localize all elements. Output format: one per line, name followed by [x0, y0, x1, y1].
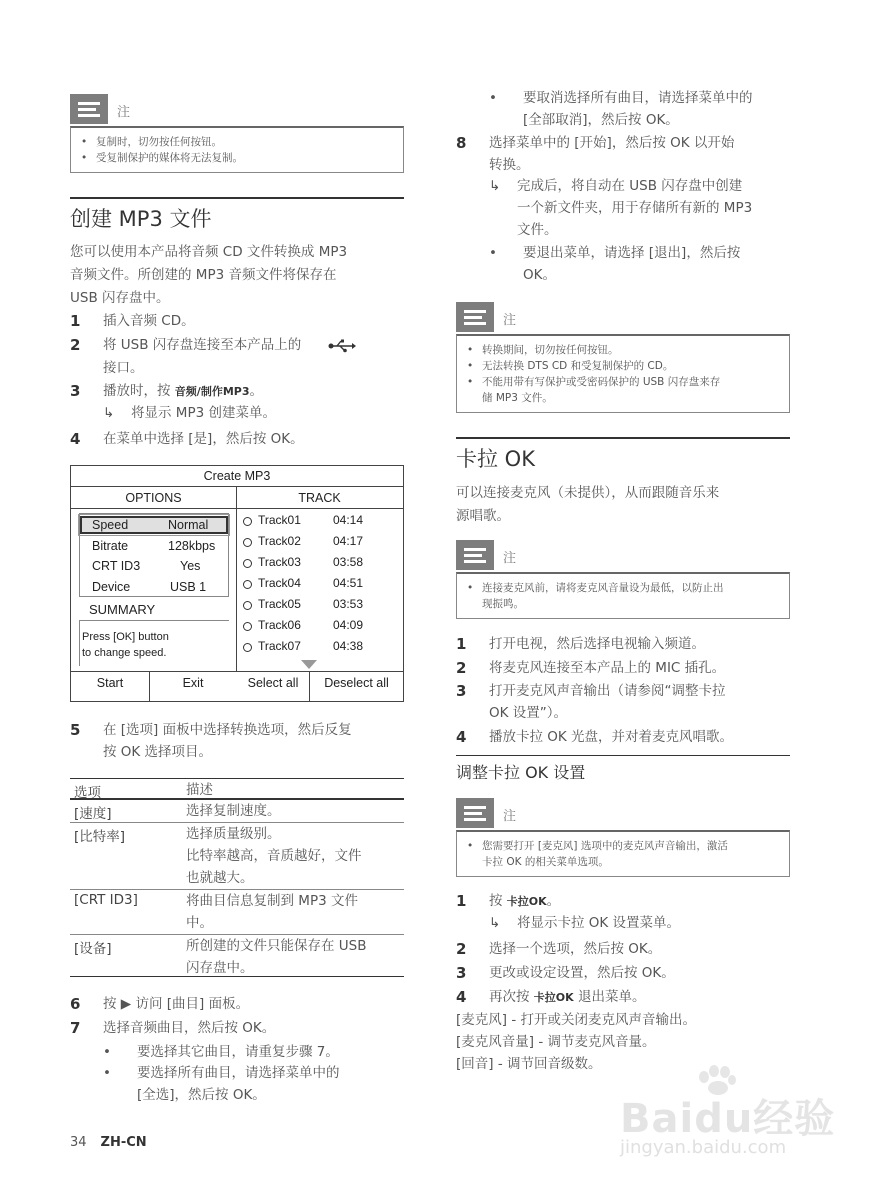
section-rule	[456, 437, 790, 439]
bullet-dot: •	[489, 90, 497, 106]
value-line: 闪存盘中。	[186, 960, 254, 976]
result-text: 文件。	[517, 222, 558, 238]
step-number: 4	[456, 728, 467, 746]
step-result	[489, 175, 809, 241]
step-text: 将 USB 闪存盘连接至本产品上的	[103, 337, 302, 353]
track-time: 04:14	[333, 513, 364, 527]
bullet-text: [全选]，然后按 OK。	[137, 1087, 266, 1103]
page-number: 34	[70, 1135, 87, 1150]
note-item	[467, 374, 779, 406]
note-icon	[70, 94, 108, 124]
deselect-all-button[interactable]: Deselect all	[324, 676, 389, 690]
key-label: 卡拉OK	[506, 895, 547, 908]
page-footer	[70, 1135, 147, 1150]
summary-text	[82, 629, 169, 661]
track-item[interactable]	[241, 555, 401, 573]
result-text: 将显示卡拉 OK 设置菜单。	[517, 915, 681, 931]
exit-button[interactable]: Exit	[182, 676, 204, 690]
note-line: • 您需要打开 [麦克风] 选项中的麦克风声音输出，激活	[482, 840, 728, 852]
track-radio-icon	[243, 643, 252, 652]
table-cell-value	[186, 890, 358, 934]
table-row	[70, 800, 404, 823]
key-label: 音频/制作MP3	[174, 385, 250, 398]
bullet-text: 要取消选择所有曲目，请选择菜单中的	[523, 90, 753, 106]
note-line: • 不能用带有写保护或受密码保护的 USB 闪存盘来存	[482, 376, 721, 388]
step-text: 按 OK 选择项目。	[103, 744, 213, 760]
step-text: OK 设置”）。	[489, 705, 568, 721]
subsection-title: 调整卡拉 OK 设置	[456, 763, 586, 782]
step-number: 2	[70, 336, 81, 354]
track-item[interactable]	[241, 576, 401, 594]
summary-line: to change speed.	[82, 647, 167, 659]
section-rule	[70, 197, 404, 199]
table-row	[70, 935, 404, 977]
note-line: 现振鸣。	[482, 598, 524, 610]
note-item: • 转换期间，切勿按任何按钮。	[467, 342, 779, 358]
panel-column-divider	[236, 487, 237, 671]
track-name: Track03	[258, 555, 301, 569]
option-speed[interactable]	[80, 516, 228, 534]
option-value: Yes	[180, 559, 201, 573]
summary-line: Press [OK] button	[82, 631, 169, 643]
value-line: 选择质量级别。	[186, 826, 281, 842]
table-header-cell: 选项	[74, 785, 101, 801]
step-3	[70, 380, 404, 426]
track-item[interactable]	[241, 534, 401, 552]
track-name: Track02	[258, 534, 301, 548]
step-number: 3	[456, 682, 467, 700]
step-number: 1	[70, 312, 81, 330]
step-text: 打开电视，然后选择电视输入频道。	[489, 636, 705, 652]
table-cell-key: [速度]	[74, 806, 112, 822]
track-name: Track01	[258, 513, 301, 527]
track-time: 04:51	[333, 576, 364, 590]
step-text-part: 按	[489, 893, 503, 909]
track-time: 03:58	[333, 555, 364, 569]
bullet-dot: •	[489, 245, 497, 261]
option-label: Device	[92, 580, 131, 594]
track-name: Track04	[258, 576, 301, 590]
step-3	[456, 680, 790, 726]
step-text-part: 再次按	[489, 989, 530, 1005]
step-8	[456, 132, 790, 178]
step-number: 7	[70, 1019, 81, 1037]
step-number: 8	[456, 134, 467, 152]
step-text: 按 ▶ 访问 [曲目] 面板。	[103, 996, 250, 1012]
baidu-watermark	[620, 1065, 840, 1165]
step-text: 转换。	[489, 157, 530, 173]
step-text-part: 。	[546, 893, 561, 909]
bullet-dot: •	[103, 1044, 111, 1060]
note-title: 注	[117, 105, 131, 120]
intro-line: 您可以使用本产品将音频 CD 文件转换成 MP3	[70, 244, 348, 260]
step-number: 3	[70, 382, 81, 400]
result-text: 将显示 MP3 创建菜单。	[131, 405, 276, 421]
option-value: 128kbps	[168, 539, 216, 553]
panel-divider	[71, 671, 403, 672]
note-conversion	[456, 302, 790, 413]
usb-icon	[328, 339, 356, 353]
note-icon	[456, 798, 494, 828]
step-text-part: 退出菜单。	[577, 989, 646, 1005]
step-number: 2	[456, 659, 467, 677]
intro-line: USB 闪存盘中。	[70, 290, 170, 306]
track-radio-icon	[243, 517, 252, 526]
note-item	[467, 838, 779, 870]
step-text: 更改或设定设置，然后按 OK。	[489, 965, 675, 981]
select-all-button[interactable]: Select all	[247, 676, 299, 690]
intro-line: 源唱歌。	[456, 508, 510, 524]
subsection-rule	[456, 755, 790, 756]
table-row	[70, 823, 404, 890]
step-text: 在 [选项] 面板中选择转换选项，然后反复	[103, 722, 352, 738]
section-title-karaoke: 卡拉 OK	[456, 447, 535, 471]
panel-title: Create MP3	[203, 469, 271, 483]
step-text: 打开麦克风声音输出（请参阅“调整卡拉	[489, 683, 726, 699]
option-value: USB 1	[170, 580, 207, 594]
step-number: 1	[456, 892, 467, 910]
note-item: • 复制时，切勿按任何按钮。	[81, 134, 393, 150]
panel-divider	[71, 508, 403, 509]
result-text: 完成后，将自动在 USB 闪存盘中创建	[517, 178, 743, 194]
step-text: 将麦克风连接至本产品上的 MIC 插孔。	[489, 660, 726, 676]
karaoke-intro	[456, 482, 790, 528]
track-header: TRACK	[298, 491, 341, 505]
bullet-text: 要选择其它曲目，请重复步骤 7。	[137, 1044, 339, 1060]
bullet-dot: •	[103, 1065, 111, 1081]
step-number: 4	[70, 430, 81, 448]
track-radio-icon	[243, 538, 252, 547]
step-text: 接口。	[103, 360, 144, 376]
step-number: 1	[456, 635, 467, 653]
step-text-part: 。	[249, 383, 263, 399]
option-value: Normal	[168, 518, 209, 532]
step-text: 选择菜单中的 [开始]，然后按 OK 以开始	[489, 135, 735, 151]
note-item: • 无法转换 DTS CD 和受复制保护的 CD。	[467, 358, 779, 374]
start-button[interactable]: Start	[96, 676, 124, 690]
note-line: 储 MP3 文件。	[482, 392, 553, 404]
table-header-cell: 描述	[186, 782, 213, 798]
step-number: 3	[456, 964, 467, 982]
track-name: Track07	[258, 639, 301, 653]
value-line: 中。	[186, 915, 213, 931]
table-cell-key: [比特率]	[74, 829, 126, 845]
intro-line: 音频文件。所创建的 MP3 音频文件将保存在	[70, 267, 337, 283]
table-header	[70, 778, 404, 800]
bullet-text: 要退出菜单，请选择 [退出]，然后按	[523, 245, 741, 261]
note-title: 注	[503, 313, 517, 328]
option-label: CRT ID3	[92, 559, 141, 573]
definition-line: [麦克风音量] - 调节麦克风音量。	[456, 1034, 656, 1050]
result-text: 一个新文件夹，用于存储所有新的 MP3	[517, 200, 753, 216]
page-language: ZH-CN	[100, 1135, 147, 1150]
intro-paragraph	[70, 241, 404, 310]
track-item[interactable]	[241, 597, 401, 615]
note-line: 卡拉 OK 的相关菜单选项。	[482, 856, 609, 868]
track-time: 04:09	[333, 618, 364, 632]
track-radio-icon	[243, 580, 252, 589]
intro-line: 可以连接麦克风（未提供），从而跟随音乐来	[456, 485, 720, 501]
scroll-down-icon[interactable]	[301, 660, 317, 670]
step-number: 5	[70, 721, 81, 739]
step-5	[70, 719, 404, 765]
step-text: 插入音频 CD。	[103, 313, 195, 329]
note-item	[467, 580, 779, 612]
step-text	[103, 380, 263, 403]
track-item[interactable]	[241, 513, 401, 531]
watermark-url: jingyan.baidu.com	[620, 1137, 787, 1158]
value-line: 将曲目信息复制到 MP3 文件	[186, 893, 358, 909]
table-cell-value	[186, 800, 281, 822]
bullet-item	[489, 242, 809, 286]
summary-label: SUMMARY	[89, 602, 156, 617]
step-text: 选择音频曲目，然后按 OK。	[103, 1020, 276, 1036]
option-label: Speed	[92, 518, 129, 532]
track-time: 04:17	[333, 534, 364, 548]
key-label: 卡拉OK	[533, 991, 574, 1004]
option-label: Bitrate	[92, 539, 129, 553]
note-icon	[456, 302, 494, 332]
result-arrow-icon: ↳	[489, 178, 501, 194]
options-header: OPTIONS	[125, 491, 182, 505]
step-text: 播放卡拉 OK 光盘，并对着麦克风唱歌。	[489, 729, 734, 745]
value-line: 比特率越高，音质越好，文件	[186, 848, 362, 864]
panel-divider	[71, 486, 403, 487]
section-title-create-mp3: 创建 MP3 文件	[70, 207, 212, 231]
step-2	[70, 334, 404, 380]
step-text	[489, 890, 560, 913]
track-radio-icon	[243, 622, 252, 631]
track-radio-icon	[243, 559, 252, 568]
bullet-text: 要选择所有曲目，请选择菜单中的	[137, 1065, 340, 1081]
note-karaoke-settings	[456, 798, 790, 877]
bullet-item	[103, 1062, 403, 1106]
step-1	[456, 890, 790, 936]
note-title: 注	[503, 809, 517, 824]
note-icon	[456, 540, 494, 570]
value-line: 也就越大。	[186, 870, 254, 886]
step-text	[489, 986, 645, 1009]
track-name: Track06	[258, 618, 301, 632]
track-item[interactable]	[241, 618, 401, 636]
value-line: 所创建的文件只能保存在 USB	[186, 938, 367, 954]
bullet-item	[489, 87, 809, 131]
note-item: • 受复制保护的媒体将无法复制。	[81, 150, 393, 166]
bullet-text: OK。	[523, 267, 556, 283]
step-number: 6	[70, 995, 81, 1013]
track-time: 03:53	[333, 597, 364, 611]
step-number: 4	[456, 988, 467, 1006]
create-mp3-panel	[70, 465, 404, 702]
result-arrow-icon: ↳	[103, 405, 115, 421]
result-arrow-icon: ↳	[489, 915, 501, 931]
track-radio-icon	[243, 601, 252, 610]
step-number: 2	[456, 940, 467, 958]
note-line: • 连接麦克风前，请将麦克风音量设为最低，以防止出	[482, 582, 724, 594]
note-title: 注	[503, 551, 517, 566]
watermark-brand: Baidu经验	[620, 1096, 836, 1142]
note-microphone	[456, 540, 790, 619]
definition-line: [麦克风] - 打开或关闭麦克风声音输出。	[456, 1012, 696, 1028]
table-cell-key: [CRT ID3]	[74, 892, 138, 908]
track-item[interactable]	[241, 639, 401, 657]
table-row	[70, 890, 404, 935]
step-text: 选择一个选项，然后按 OK。	[489, 941, 662, 957]
step-text-part: 播放时，按	[103, 383, 171, 399]
track-time: 04:38	[333, 639, 364, 653]
definition-line: [回音] - 调节回音级数。	[456, 1056, 602, 1072]
bullet-text: [全部取消]，然后按 OK。	[523, 112, 679, 128]
table-cell-value	[186, 823, 362, 889]
table-cell-value	[186, 935, 367, 979]
value-line: 选择复制速度。	[186, 803, 281, 819]
table-cell-key: [设备]	[74, 941, 112, 957]
step-text: 在菜单中选择 [是]，然后按 OK。	[103, 431, 304, 447]
track-name: Track05	[258, 597, 301, 611]
note-copy	[70, 94, 404, 173]
